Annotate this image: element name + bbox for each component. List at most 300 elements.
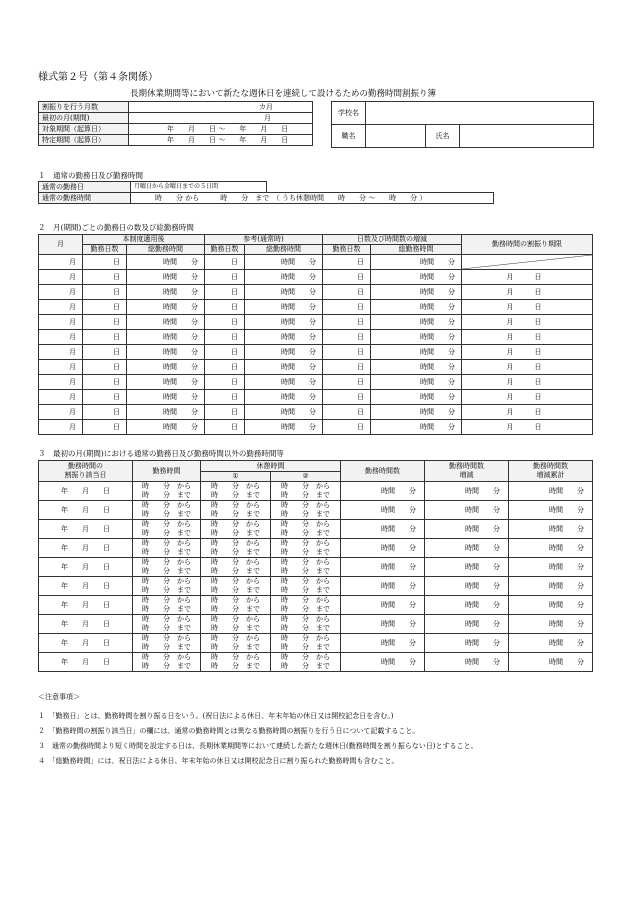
cell-break-1[interactable]	[201, 520, 271, 539]
section1-heading: １ 通常の勤務日及び勤務時間	[38, 171, 143, 180]
table-row	[39, 520, 593, 539]
cell-hour-count[interactable]: 時間 分	[341, 539, 425, 558]
table-row	[39, 558, 593, 577]
time-to: 時 分 まで	[211, 510, 260, 518]
cell-total-2[interactable]: 時間 分	[245, 270, 323, 285]
cell-total-2[interactable]: 時間 分	[245, 360, 323, 375]
cell-work-hours[interactable]	[133, 634, 201, 653]
cell-hour-cumulative[interactable]: 時間 分	[509, 539, 593, 558]
cell-work-hours[interactable]	[133, 653, 201, 672]
section3-heading: ３ 最初の月(期間)における通常の勤務日及び勤務時間以外の勤務時間等	[38, 449, 284, 458]
cell-days-1[interactable]: 日	[83, 360, 127, 375]
time-to: 時 分 まで	[142, 491, 191, 499]
cell-days-1[interactable]: 日	[83, 405, 127, 420]
cell-total-2[interactable]: 時間 分	[245, 285, 323, 300]
cell-total-1[interactable]: 時間 分	[127, 360, 205, 375]
col-hour-count: 勤務時間数	[341, 461, 425, 482]
time-to: 時 分 まで	[211, 491, 260, 499]
cell-total-1[interactable]: 時間 分	[127, 390, 205, 405]
col-allocation-date: 勤務時間の 割振り該当日	[39, 461, 133, 482]
time-from: 時 分 から	[211, 653, 260, 662]
cell-total-3[interactable]: 時間 分	[371, 375, 462, 390]
monthly-hours-table	[38, 234, 593, 435]
cell-hour-count[interactable]: 時間 分	[341, 596, 425, 615]
label-school: 学校名	[332, 102, 366, 125]
value-position[interactable]	[366, 125, 426, 148]
col-days-3: 勤務日数	[323, 245, 371, 255]
cell-break-2[interactable]	[271, 577, 341, 596]
cell-hour-cumulative[interactable]: 時間 分	[509, 577, 593, 596]
time-to: 時 分 まで	[281, 567, 330, 575]
table-row	[39, 501, 593, 520]
cell-days-3[interactable]: 日	[323, 345, 371, 360]
time-to: 時 分 まで	[281, 510, 330, 518]
cell-days-3[interactable]: 日	[323, 255, 371, 270]
cell-hour-cumulative[interactable]: 時間 分	[509, 615, 593, 634]
time-to: 時 分 まで	[281, 643, 330, 651]
cell-days-1[interactable]: 日	[83, 270, 127, 285]
cell-days-3[interactable]: 日	[323, 270, 371, 285]
cell-total-1[interactable]: 時間 分	[127, 300, 205, 315]
time-from: 時 分 から	[281, 520, 330, 529]
cell-total-3[interactable]: 時間 分	[371, 315, 462, 330]
cell-total-2[interactable]: 時間 分	[245, 375, 323, 390]
cell-total-2[interactable]: 時間 分	[245, 390, 323, 405]
time-from: 時 分 から	[211, 615, 260, 624]
table-row	[39, 255, 593, 270]
irregular-hours-table	[38, 460, 593, 672]
cell-hour-cumulative[interactable]: 時間 分	[509, 482, 593, 501]
time-to: 時 分 まで	[281, 491, 330, 499]
cell-work-hours[interactable]	[133, 501, 201, 520]
cell-deadline[interactable]: 月 日	[462, 345, 593, 360]
cell-total-3[interactable]: 時間 分	[371, 390, 462, 405]
cell-deadline-na	[462, 255, 593, 270]
cell-hour-change[interactable]: 時間 分	[425, 520, 509, 539]
cell-hour-change[interactable]: 時間 分	[425, 653, 509, 672]
time-from: 時 分 から	[142, 520, 191, 529]
cell-break-1[interactable]	[201, 501, 271, 520]
cell-hour-count[interactable]: 時間 分	[341, 520, 425, 539]
period-info-table	[38, 101, 313, 146]
cell-deadline[interactable]: 月 日	[462, 270, 593, 285]
time-from: 時 分 から	[281, 615, 330, 624]
time-from: 時 分 から	[281, 634, 330, 643]
cell-days-3[interactable]: 日	[323, 375, 371, 390]
form-id: 様式第２号（第４条関係）	[38, 72, 158, 83]
cell-hour-change[interactable]: 時間 分	[425, 558, 509, 577]
cell-days-3[interactable]: 日	[323, 360, 371, 375]
time-from: 時 分 から	[142, 577, 191, 586]
cell-work-hours[interactable]	[133, 520, 201, 539]
note-item: ３ 通常の勤務時間より短く時間を設定する日は、長期休業期間等において連続した新たな週休日(勤務時間を割り振らない日)とすること。	[38, 742, 478, 750]
diagonal-line	[462, 255, 592, 269]
cell-hour-change[interactable]: 時間 分	[425, 634, 509, 653]
note-item: ４ 「総勤務時間」には、祝日法による休日、年末年始の休日又は開校記念日に割り振られた勤務時間も含むこと。	[38, 757, 399, 765]
cell-total-2[interactable]: 時間 分	[245, 330, 323, 345]
cell-hour-cumulative[interactable]: 時間 分	[509, 558, 593, 577]
cell-deadline[interactable]: 月 日	[462, 360, 593, 375]
cell-month[interactable]: 月	[39, 375, 83, 390]
table-row	[39, 482, 593, 501]
cell-deadline[interactable]: 月 日	[462, 390, 593, 405]
cell-total-3[interactable]: 時間 分	[371, 300, 462, 315]
school-info-table	[331, 101, 594, 148]
time-from: 時 分 から	[211, 634, 260, 643]
cell-month[interactable]: 月	[39, 360, 83, 375]
cell-total-1[interactable]: 時間 分	[127, 420, 205, 435]
label-name: 氏名	[426, 125, 460, 148]
cell-total-2[interactable]: 時間 分	[245, 405, 323, 420]
cell-hour-cumulative[interactable]: 時間 分	[509, 634, 593, 653]
cell-work-hours[interactable]	[133, 539, 201, 558]
cell-total-3[interactable]: 時間 分	[371, 405, 462, 420]
cell-days-1[interactable]: 日	[83, 300, 127, 315]
cell-work-hours[interactable]	[133, 577, 201, 596]
cell-allocation-date[interactable]: 年 月 日	[39, 539, 133, 558]
cell-work-hours[interactable]	[133, 482, 201, 501]
table-row	[39, 420, 593, 435]
table-row	[39, 315, 593, 330]
table-row	[39, 375, 593, 390]
cell-total-1[interactable]: 時間 分	[127, 285, 205, 300]
note-item: １ 「勤務日」とは、勤務時間を割り振る日をいう。(祝日法による休日、年末年始の休日又は開校記念日を含む。)	[38, 712, 394, 720]
cell-total-3[interactable]: 時間 分	[371, 330, 462, 345]
time-from: 時 分 から	[211, 558, 260, 567]
cell-total-2[interactable]: 時間 分	[245, 255, 323, 270]
time-to: 時 分 まで	[281, 662, 330, 670]
cell-break-1[interactable]	[201, 634, 271, 653]
cell-hour-cumulative[interactable]: 時間 分	[509, 520, 593, 539]
cell-deadline[interactable]: 月 日	[462, 285, 593, 300]
value-target-period[interactable]: 年 月 日 〜 年 月 日	[129, 124, 313, 135]
label-normal-hours: 通常の勤務時間	[39, 193, 131, 204]
time-to: 時 分 まで	[142, 548, 191, 556]
label-position: 職名	[332, 125, 366, 148]
time-from: 時 分 から	[142, 596, 191, 605]
note-item: ２ 「勤務時間の割振り該当日」の欄には、通常の勤務時間とは異なる勤務時間の割振りを行う日について記載すること。	[38, 727, 420, 735]
time-from: 時 分 から	[142, 615, 191, 624]
cell-month[interactable]: 月	[39, 270, 83, 285]
cell-total-2[interactable]: 時間 分	[245, 420, 323, 435]
cell-work-hours[interactable]	[133, 596, 201, 615]
cell-month[interactable]: 月	[39, 345, 83, 360]
time-from: 時 分 から	[211, 482, 260, 491]
cell-allocation-date[interactable]: 年 月 日	[39, 558, 133, 577]
time-from: 時 分 から	[211, 577, 260, 586]
cell-allocation-date[interactable]: 年 月 日	[39, 615, 133, 634]
value-months[interactable]: カ月	[259, 103, 273, 111]
time-from: 時 分 から	[211, 520, 260, 529]
col-break-2: ②	[271, 472, 341, 482]
cell-deadline[interactable]: 月 日	[462, 405, 593, 420]
table-row	[39, 360, 593, 375]
cell-hour-count[interactable]: 時間 分	[341, 615, 425, 634]
cell-hour-change[interactable]: 時間 分	[425, 577, 509, 596]
cell-total-1[interactable]: 時間 分	[127, 315, 205, 330]
cell-days-2[interactable]: 日	[205, 255, 245, 270]
cell-hour-count[interactable]: 時間 分	[341, 634, 425, 653]
col-month: 月	[39, 235, 83, 255]
cell-days-1[interactable]: 日	[83, 390, 127, 405]
cell-break-2[interactable]	[271, 501, 341, 520]
cell-deadline[interactable]: 月 日	[462, 420, 593, 435]
section2-heading: ２ 月(期間)ごとの勤務日の数及び総勤務時間	[38, 223, 194, 232]
col-hour-cumulative: 勤務時間数 増減累計	[509, 461, 593, 482]
cell-deadline[interactable]: 月 日	[462, 315, 593, 330]
time-from: 時 分 から	[281, 501, 330, 510]
time-from: 時 分 から	[281, 577, 330, 586]
time-from: 時 分 から	[142, 653, 191, 662]
cell-break-1[interactable]	[201, 615, 271, 634]
cell-total-1[interactable]: 時間 分	[127, 405, 205, 420]
table-row	[39, 270, 593, 285]
cell-break-2[interactable]	[271, 482, 341, 501]
cell-days-1[interactable]: 日	[83, 285, 127, 300]
cell-month[interactable]: 月	[39, 255, 83, 270]
cell-total-2[interactable]: 時間 分	[245, 345, 323, 360]
time-from: 時 分 から	[281, 653, 330, 662]
table-row	[39, 577, 593, 596]
cell-total-3[interactable]: 時間 分	[371, 360, 462, 375]
cell-deadline[interactable]: 月 日	[462, 375, 593, 390]
time-from: 時 分 から	[281, 596, 330, 605]
cell-hour-change[interactable]: 時間 分	[425, 596, 509, 615]
cell-hour-cumulative[interactable]: 時間 分	[509, 501, 593, 520]
table-row	[39, 285, 593, 300]
cell-days-2[interactable]: 日	[205, 285, 245, 300]
cell-work-hours[interactable]	[133, 615, 201, 634]
table-row	[39, 390, 593, 405]
cell-days-1[interactable]: 日	[83, 375, 127, 390]
time-from: 時 分 から	[281, 482, 330, 491]
time-from: 時 分 から	[211, 539, 260, 548]
cell-hour-count[interactable]: 時間 分	[341, 653, 425, 672]
cell-days-2[interactable]: 日	[205, 300, 245, 315]
table-row	[39, 300, 593, 315]
time-to: 時 分 まで	[142, 586, 191, 594]
time-from: 時 分 から	[211, 596, 260, 605]
normal-hours-table	[38, 181, 494, 204]
cell-days-2[interactable]: 日	[205, 375, 245, 390]
time-from: 時 分 から	[142, 634, 191, 643]
cell-days-3[interactable]: 日	[323, 390, 371, 405]
time-to: 時 分 まで	[281, 624, 330, 632]
time-to: 時 分 まで	[281, 529, 330, 537]
cell-month[interactable]: 月	[39, 315, 83, 330]
cell-days-2[interactable]: 日	[205, 390, 245, 405]
col-total-3: 総勤務時間	[371, 245, 462, 255]
cell-break-1[interactable]	[201, 558, 271, 577]
label-months: 割振りを行う月数	[39, 102, 129, 113]
cell-days-2[interactable]: 日	[205, 405, 245, 420]
cell-total-3[interactable]: 時間 分	[371, 420, 462, 435]
cell-month[interactable]: 月	[39, 300, 83, 315]
time-to: 時 分 まで	[281, 586, 330, 594]
value-school[interactable]	[366, 102, 594, 125]
table-row	[39, 615, 593, 634]
time-from: 時 分 から	[281, 558, 330, 567]
cell-days-3[interactable]: 日	[323, 285, 371, 300]
cell-days-2[interactable]: 日	[205, 420, 245, 435]
cell-days-2[interactable]: 日	[205, 270, 245, 285]
value-normal-days: 月曜日から金曜日までの５日間	[131, 182, 267, 193]
cell-days-2[interactable]: 日	[205, 330, 245, 345]
cell-days-1[interactable]: 日	[83, 330, 127, 345]
time-from: 時 分 から	[211, 501, 260, 510]
time-to: 時 分 まで	[281, 548, 330, 556]
cell-days-1[interactable]: 日	[83, 420, 127, 435]
label-specific-period: 特定期間（起算日）	[39, 135, 129, 146]
time-to: 時 分 まで	[142, 624, 191, 632]
cell-break-2[interactable]	[271, 634, 341, 653]
col-break-time: 休憩時間	[201, 461, 341, 472]
col-increase-decrease: 日数及び時間数の増減	[323, 235, 462, 245]
cell-days-3[interactable]: 日	[323, 315, 371, 330]
time-to: 時 分 まで	[142, 643, 191, 651]
col-days-2: 勤務日数	[205, 245, 245, 255]
cell-days-1[interactable]: 日	[83, 315, 127, 330]
cell-work-hours[interactable]	[133, 558, 201, 577]
cell-break-1[interactable]	[201, 596, 271, 615]
time-to: 時 分 まで	[142, 567, 191, 575]
cell-break-1[interactable]	[201, 653, 271, 672]
cell-break-1[interactable]	[201, 539, 271, 558]
cell-break-2[interactable]	[271, 596, 341, 615]
cell-total-1[interactable]: 時間 分	[127, 375, 205, 390]
time-from: 時 分 から	[281, 539, 330, 548]
cell-total-3[interactable]: 時間 分	[371, 270, 462, 285]
cell-total-1[interactable]: 時間 分	[127, 330, 205, 345]
cell-hour-change[interactable]: 時間 分	[425, 615, 509, 634]
cell-deadline[interactable]: 月 日	[462, 330, 593, 345]
cell-break-2[interactable]	[271, 520, 341, 539]
col-break-1: ①	[201, 472, 271, 482]
time-to: 時 分 まで	[211, 643, 260, 651]
cell-days-1[interactable]: 日	[83, 345, 127, 360]
table-row	[39, 653, 593, 672]
cell-allocation-date[interactable]: 年 月 日	[39, 520, 133, 539]
time-to: 時 分 まで	[211, 586, 260, 594]
table-row	[39, 596, 593, 615]
col-work-hours: 勤務時間	[133, 461, 201, 482]
cell-deadline[interactable]: 月 日	[462, 300, 593, 315]
cell-total-3[interactable]: 時間 分	[371, 285, 462, 300]
cell-total-1[interactable]: 時間 分	[127, 345, 205, 360]
cell-total-2[interactable]: 時間 分	[245, 315, 323, 330]
time-to: 時 分 まで	[211, 548, 260, 556]
cell-hour-change[interactable]: 時間 分	[425, 501, 509, 520]
cell-hour-count[interactable]: 時間 分	[341, 482, 425, 501]
table-row	[39, 539, 593, 558]
time-to: 時 分 まで	[142, 510, 191, 518]
cell-hour-cumulative[interactable]: 時間 分	[509, 596, 593, 615]
time-to: 時 分 まで	[211, 529, 260, 537]
value-normal-hours[interactable]: 時 分 から 時 分 まで （ うち休憩時間 時 分 〜 時 分 ）	[131, 193, 494, 204]
cell-break-1[interactable]	[201, 577, 271, 596]
cell-month[interactable]: 月	[39, 285, 83, 300]
time-to: 時 分 まで	[211, 624, 260, 632]
cell-allocation-date[interactable]: 年 月 日	[39, 596, 133, 615]
cell-total-1[interactable]: 時間 分	[127, 255, 205, 270]
cell-days-3[interactable]: 日	[323, 330, 371, 345]
cell-days-3[interactable]: 日	[323, 405, 371, 420]
cell-month[interactable]: 月	[39, 330, 83, 345]
cell-hour-count[interactable]: 時間 分	[341, 577, 425, 596]
cell-break-2[interactable]	[271, 615, 341, 634]
table-row	[39, 405, 593, 420]
cell-break-1[interactable]	[201, 482, 271, 501]
cell-hour-change[interactable]: 時間 分	[425, 482, 509, 501]
time-to: 時 分 まで	[281, 605, 330, 613]
time-from: 時 分 から	[142, 539, 191, 548]
cell-break-2[interactable]	[271, 653, 341, 672]
cell-allocation-date[interactable]: 年 月 日	[39, 577, 133, 596]
col-after-system: 本制度適用後	[83, 235, 205, 245]
time-to: 時 分 まで	[211, 567, 260, 575]
value-specific-period[interactable]: 年 月 日 〜 年 月 日	[129, 135, 313, 146]
cell-hour-cumulative[interactable]: 時間 分	[509, 653, 593, 672]
cell-days-2[interactable]: 日	[205, 360, 245, 375]
table-row	[39, 330, 593, 345]
col-total-1: 総勤務時間	[127, 245, 205, 255]
label-first-month: 最初の月(期間)	[39, 113, 129, 124]
time-to: 時 分 まで	[142, 605, 191, 613]
table-row	[39, 345, 593, 360]
label-normal-days: 通常の勤務日	[39, 182, 131, 193]
cell-hour-count[interactable]: 時間 分	[341, 558, 425, 577]
time-to: 時 分 まで	[211, 605, 260, 613]
col-allocation-deadline: 勤務時間の割振り期限	[462, 235, 593, 255]
cell-hour-count[interactable]: 時間 分	[341, 501, 425, 520]
cell-days-3[interactable]: 日	[323, 300, 371, 315]
cell-total-2[interactable]: 時間 分	[245, 300, 323, 315]
time-to: 時 分 まで	[142, 662, 191, 670]
cell-allocation-date[interactable]: 年 月 日	[39, 653, 133, 672]
time-to: 時 分 まで	[142, 529, 191, 537]
page-title: 長期休業期間等において新たな週休日を連続して設けるための勤務時間割振り簿	[130, 89, 437, 99]
time-from: 時 分 から	[142, 558, 191, 567]
cell-days-2[interactable]: 日	[205, 345, 245, 360]
notes-heading: ＜注意事項＞	[38, 693, 80, 701]
value-name[interactable]	[460, 125, 594, 148]
time-from: 時 分 から	[142, 482, 191, 491]
time-from: 時 分 から	[142, 501, 191, 510]
cell-days-3[interactable]: 日	[323, 420, 371, 435]
cell-days-2[interactable]: 日	[205, 315, 245, 330]
cell-allocation-date[interactable]: 年 月 日	[39, 634, 133, 653]
cell-allocation-date[interactable]: 年 月 日	[39, 501, 133, 520]
col-days-1: 勤務日数	[83, 245, 127, 255]
time-to: 時 分 まで	[211, 662, 260, 670]
cell-month[interactable]: 月	[39, 405, 83, 420]
col-reference: 参考(通常時)	[205, 235, 323, 245]
cell-total-1[interactable]: 時間 分	[127, 270, 205, 285]
cell-break-2[interactable]	[271, 558, 341, 577]
cell-month[interactable]: 月	[39, 420, 83, 435]
cell-month[interactable]: 月	[39, 390, 83, 405]
col-total-2: 総勤務時間	[245, 245, 323, 255]
col-hour-change: 勤務時間数 増減	[425, 461, 509, 482]
cell-days-1[interactable]: 日	[83, 255, 127, 270]
cell-total-3[interactable]: 時間 分	[371, 345, 462, 360]
cell-hour-change[interactable]: 時間 分	[425, 539, 509, 558]
cell-total-3[interactable]: 時間 分	[371, 255, 462, 270]
cell-allocation-date[interactable]: 年 月 日	[39, 482, 133, 501]
table-row	[39, 634, 593, 653]
value-first-month[interactable]: 月	[264, 114, 271, 122]
cell-break-2[interactable]	[271, 539, 341, 558]
